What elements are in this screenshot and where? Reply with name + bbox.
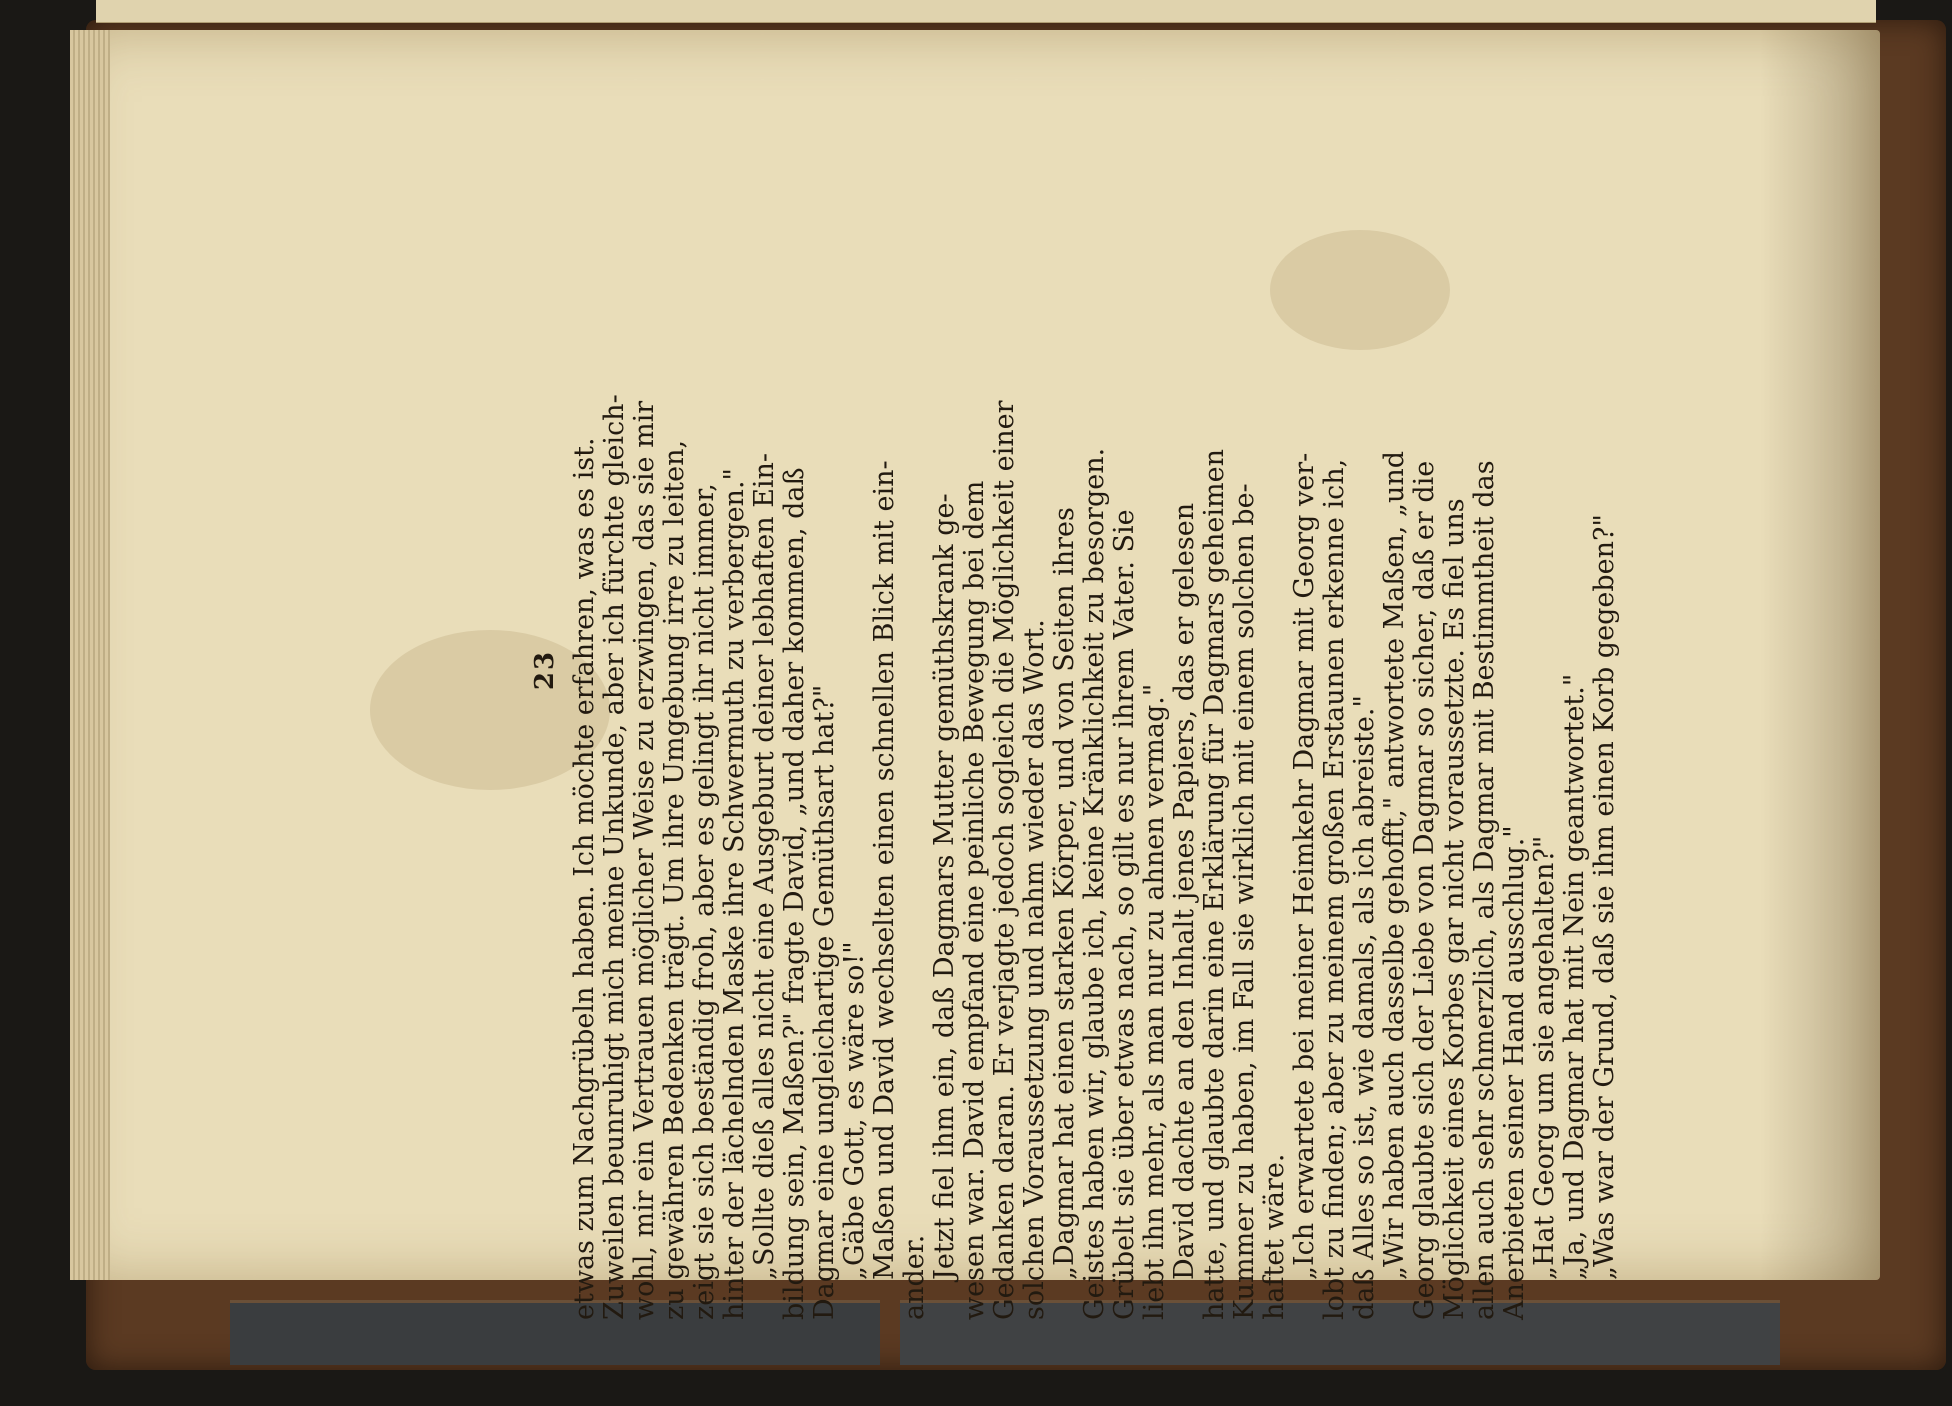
page-number: 23 xyxy=(530,649,560,691)
page-edges xyxy=(70,30,110,1280)
text-line: hatte, und glaubte darin eine Erklärung für Dagmars geheimen xyxy=(1199,449,1230,1320)
text-line: haftet wäre. xyxy=(1259,1153,1290,1320)
text-line: hinter der lächelnden Maske ihre Schwermuth zu verbergen." xyxy=(719,468,750,1320)
paragraph xyxy=(1290,20,1380,1320)
rotated-text-frame xyxy=(530,20,1630,1320)
paragraph xyxy=(1530,20,1560,1320)
text-line: Maßen und David wechselten einen schnellen Blick mit ein- xyxy=(869,460,900,1280)
text-line: David dachte an den Inhalt jenes Papiers, das er gelesen xyxy=(1169,502,1200,1280)
text-line: „Dagmar hat einen starken Körper, und von Seiten ihres xyxy=(1049,507,1080,1280)
text-line: Georg glaubte sich der Liebe von Dagmar so sicher, daß er die xyxy=(1409,460,1440,1320)
text-line: „Ich erwartete bei meiner Heimkehr Dagmar mit Georg ver- xyxy=(1289,452,1320,1280)
paragraph xyxy=(1560,20,1590,1320)
text-line: „Wir haben auch dasselbe gehofft," antwortete Maßen, „und xyxy=(1379,450,1410,1280)
text-line: Möglichkeit eines Korbes gar nicht voraussetzte. Es fiel uns xyxy=(1439,498,1470,1320)
text-line: Gedanken daran. Er verjagte jedoch sogleich die Möglichkeit einer xyxy=(989,400,1020,1320)
text-line: Anerbieten seiner Hand ausschlug." xyxy=(1499,825,1530,1320)
text-line: Zuweilen beunruhigt mich meine Unkunde, aber ich fürchte gleich- xyxy=(599,394,630,1320)
text-line: zeigt sie sich beständig froh, aber es gelingt ihr nicht immer, xyxy=(689,483,720,1320)
text-line: bildung sein, Maßen?" fragte David, „und daher kommen, daß xyxy=(779,467,810,1320)
text-line: Grübelt sie über etwas nach, so gilt es nur ihrem Vater. Sie xyxy=(1109,509,1140,1320)
text-line: Dagmar eine ungleichartige Gemüthsart hat?" xyxy=(809,684,840,1320)
text-line: „Gäbe Gott, es wäre so!" xyxy=(839,941,870,1280)
text-line: Geistes haben wir, glaube ich, keine Kränklichkeit zu besorgen. xyxy=(1079,447,1110,1320)
text-line: „Hat Georg um sie angehalten?" xyxy=(1529,835,1560,1280)
paragraph xyxy=(1050,20,1170,1320)
paragraph xyxy=(1380,20,1530,1320)
paragraph xyxy=(1590,20,1620,1320)
text-line: „Ja, und Dagmar hat mit Nein geantwortet." xyxy=(1559,673,1590,1280)
text-line: liebt ihn mehr, als man nur zu ahnen vermag." xyxy=(1139,683,1170,1320)
text-line: lobt zu finden; aber zu meinem großen Erstaunen erkenne ich, xyxy=(1319,458,1350,1320)
paragraph xyxy=(1170,20,1290,1320)
paragraph-container xyxy=(570,20,1620,1320)
text-line: Kummer zu haben, im Fall sie wirklich mit einem solchen be- xyxy=(1229,483,1260,1320)
paragraph xyxy=(870,20,930,1320)
page-text xyxy=(530,20,1630,1320)
paragraph xyxy=(930,20,1050,1320)
text-line: wohl, mir ein Vertrauen möglicher Weise zu erzwingen, das sie mir xyxy=(629,400,660,1320)
text-line: Jetzt fiel ihm ein, daß Dagmars Mutter gemüthskrank ge- xyxy=(929,493,960,1280)
text-line: solchen Voraussetzung und nahm wieder das Wort. xyxy=(1019,619,1050,1320)
text-line: ander. xyxy=(899,1234,930,1320)
text-line: „Was war der Grund, daß sie ihm einen Korb gegeben?" xyxy=(1589,514,1620,1280)
paragraph xyxy=(570,20,750,1320)
text-line: „Sollte dieß alles nicht eine Ausgeburt deiner lebhaften Ein- xyxy=(749,452,780,1280)
text-line: wesen war. David empfand eine peinliche Bewegung bei dem xyxy=(959,480,990,1320)
text-line: allen auch sehr schmerzlich, als Dagmar mit Bestimmtheit das xyxy=(1469,460,1500,1320)
text-line: daß Alles so ist, wie damals, als ich abreiste." xyxy=(1349,695,1380,1320)
text-line: zu gewähren Bedenken trägt. Um ihre Umgebung irre zu leiten, xyxy=(659,439,690,1320)
text-line: etwas zum Nachgrübeln haben. Ich möchte erfahren, was es ist. xyxy=(569,437,600,1320)
paragraph xyxy=(750,20,840,1320)
paragraph xyxy=(840,20,870,1320)
